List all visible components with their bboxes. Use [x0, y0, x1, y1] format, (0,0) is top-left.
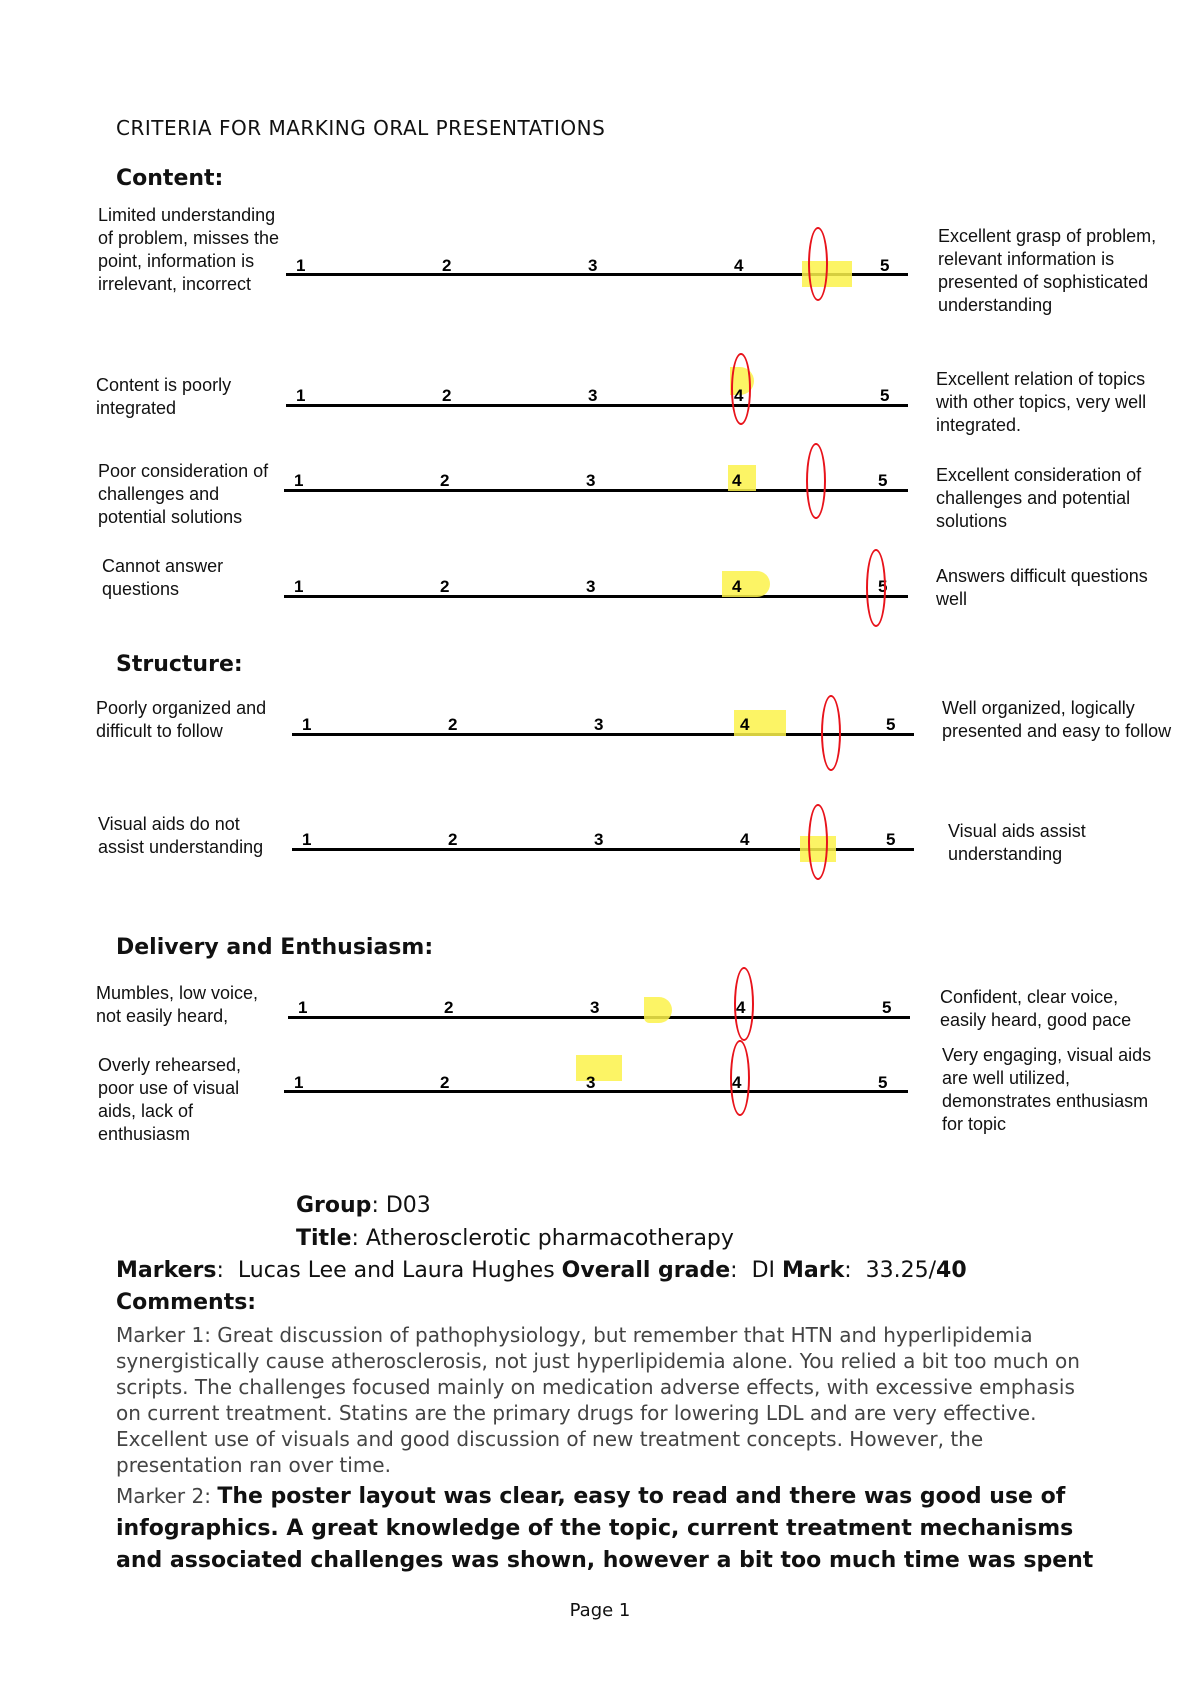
scale-number: 3 [588, 256, 598, 275]
criterion-4-rating-circle [866, 549, 886, 627]
scale-number: 1 [294, 1073, 304, 1092]
section-heading-structure: Structure: [116, 652, 243, 677]
title-value: : Atherosclerotic pharmacotherapy [351, 1226, 734, 1251]
group-line [296, 1193, 431, 1218]
scale-number: 1 [302, 715, 312, 734]
page-footer: Page 1 [569, 1600, 631, 1621]
mark-total: 40 [936, 1258, 967, 1283]
scale-number: 2 [444, 998, 454, 1017]
scale-number: 2 [442, 256, 452, 275]
scale-number: 2 [448, 830, 458, 849]
criterion-7-rating-circle [734, 967, 754, 1041]
criterion-5-rating-circle [821, 695, 841, 771]
criterion-1-rating-circle [808, 227, 828, 301]
title-label: Title [296, 1226, 352, 1251]
scale-number: 1 [296, 256, 306, 275]
scale-number: 4 [732, 577, 742, 596]
mark-value: : 33.25/ [844, 1258, 937, 1283]
scale-number: 4 [732, 1073, 742, 1092]
scale-number: 3 [586, 1073, 596, 1092]
criterion-8-highlight [576, 1055, 622, 1081]
criterion-2-low-descriptor: Content is poorly integrated [96, 375, 232, 418]
scale-number: 4 [734, 256, 744, 275]
criterion-5-high-descriptor: Well organized, logically presented and easy to follow [942, 698, 1172, 741]
scale-number: 3 [588, 386, 598, 405]
scale-number: 1 [294, 577, 304, 596]
criterion-7-high-descriptor: Confident, clear voice, easily heard, good pace [940, 987, 1132, 1030]
criterion-1-high-descriptor: Excellent grasp of problem, relevant information is presented of sophisticated understanding [938, 226, 1157, 315]
scale-number: 1 [302, 830, 312, 849]
grade-label: Overall grade [561, 1258, 731, 1283]
criterion-3-rating-circle [806, 443, 826, 519]
grade-value: : DI [730, 1258, 782, 1283]
criterion-8-high-descriptor: Very engaging, visual aids are well utilized, demonstrates enthusiasm for topic [942, 1045, 1152, 1134]
criterion-7-low-descriptor: Mumbles, low voice, not easily heard, [96, 983, 259, 1026]
criterion-3-low-descriptor: Poor consideration of challenges and potential solutions [98, 461, 269, 527]
criterion-4-highlight [722, 571, 770, 597]
criterion-4-high-descriptor: Answers difficult questions well [936, 566, 1148, 609]
scale-number: 2 [448, 715, 458, 734]
scale-number: 1 [294, 471, 304, 490]
scale-number: 3 [594, 715, 604, 734]
scale-number: 2 [442, 386, 452, 405]
scale-number: 5 [886, 830, 896, 849]
comments-label: Comments: [116, 1290, 257, 1315]
section-heading-delivery: Delivery and Enthusiasm: [116, 935, 434, 960]
scale-number: 2 [440, 471, 450, 490]
criterion-2-high-descriptor: Excellent relation of topics with other topics, very well integrated. [936, 369, 1147, 435]
scale-number: 4 [734, 386, 744, 405]
criterion-4-scale-line [284, 595, 908, 598]
scale-number: 3 [586, 577, 596, 596]
title-line [296, 1226, 734, 1251]
scale-number: 2 [440, 1073, 450, 1092]
marker-2-text: The poster layout was clear, easy to read and there was good use of infographics. A great knowledge of the topic, current treatment mechanisms and associated challenges was shown, however a bit too much time was spent [116, 1484, 1094, 1573]
marker-1-comment: Marker 1: Great discussion of pathophysiology, but remember that HTN and hyperlipidemia synergistically cause atherosclerosis, not just hyperlipidemia alone. You relied a bit too much on scripts. The challenges focused mainly on medication adverse effects, with excessive emphasis on current treatment. Statins are the primary drugs for lowering LDL and are very effective. Excellent use of visuals and good discussion of new treatment concepts. However, the presentation ran over time. [116, 1323, 1080, 1477]
criterion-8-low-descriptor: Overly rehearsed, poor use of visual aids, lack of enthusiasm [98, 1055, 242, 1144]
group-label: Group [296, 1193, 372, 1218]
criterion-1-low-descriptor: Limited understanding of problem, misses the point, information is irrelevant, incorrect [98, 205, 280, 294]
markers-line [116, 1258, 967, 1283]
criterion-3-high-descriptor: Excellent consideration of challenges and potential solutions [936, 465, 1142, 531]
scale-number: 5 [882, 998, 892, 1017]
scale-number: 4 [740, 830, 750, 849]
markers-value: : Lucas Lee and Laura Hughes [216, 1258, 562, 1283]
criterion-2-rating-circle [731, 353, 751, 425]
scale-number: 3 [594, 830, 604, 849]
scale-number: 5 [878, 1073, 888, 1092]
scale-number: 5 [886, 715, 896, 734]
criterion-6-high-descriptor: Visual aids assist understanding [948, 821, 1086, 864]
mark-label: Mark [782, 1258, 845, 1283]
criterion-7-highlight [644, 997, 672, 1023]
page-title: CRITERIA FOR MARKING ORAL PRESENTATIONS [116, 116, 606, 140]
scale-number: 4 [740, 715, 750, 734]
criterion-4-low-descriptor: Cannot answer questions [102, 556, 224, 599]
marker-2-label: Marker 2: [116, 1484, 218, 1508]
scale-number: 5 [878, 577, 888, 596]
criterion-8-scale-line [284, 1090, 908, 1093]
scale-number: 3 [586, 471, 596, 490]
markers-label: Markers [116, 1258, 217, 1283]
criterion-6-rating-circle [808, 804, 828, 880]
section-heading-content: Content: [116, 166, 224, 191]
scale-number: 5 [880, 386, 890, 405]
scale-number: 4 [736, 998, 746, 1017]
scale-number: 4 [732, 471, 742, 490]
criterion-5-low-descriptor: Poorly organized and difficult to follow [96, 698, 267, 741]
scale-number: 5 [880, 256, 890, 275]
scale-number: 2 [440, 577, 450, 596]
criterion-6-low-descriptor: Visual aids do not assist understanding [98, 814, 264, 857]
criterion-8-rating-circle [730, 1040, 750, 1116]
scale-number: 3 [590, 998, 600, 1017]
group-value: : D03 [371, 1193, 431, 1218]
marker-2-comment [116, 1480, 1116, 1577]
scale-number: 5 [878, 471, 888, 490]
scale-number: 1 [298, 998, 308, 1017]
scale-number: 1 [296, 386, 306, 405]
